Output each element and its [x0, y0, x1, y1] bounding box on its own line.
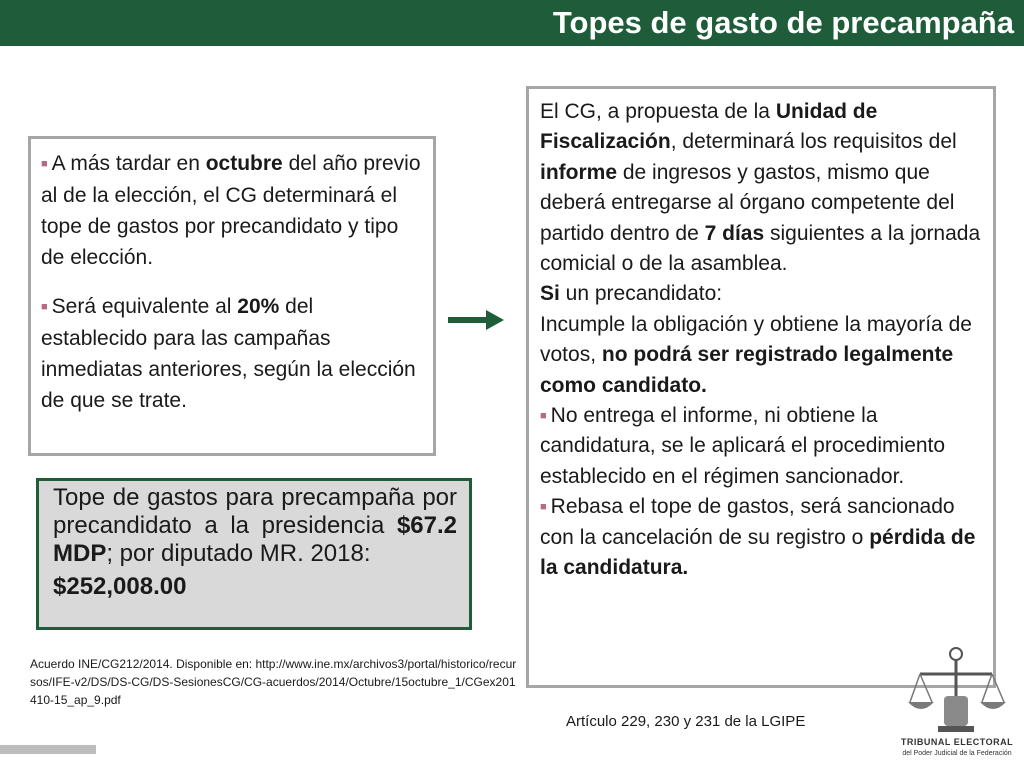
- left-text-box: [28, 136, 436, 456]
- spending-cap-text: Tope de gastos para precampaña por precandidato a la presidencia $67.2 MDP; por diputado MR. 2018:: [53, 484, 458, 567]
- left-paragraph-2: ■ Será equivalente al 20% del establecido para las campañas inmediatas anteriores, según la elección de que se trate.: [41, 295, 416, 412]
- right-paragraph-2: Si un precandidato:: [540, 282, 723, 306]
- square-bullet-icon: ■: [540, 410, 547, 423]
- square-bullet-icon: ■: [41, 158, 48, 170]
- right-paragraph-3: Incumple la obligación y obtiene la mayoría de votos, no podrá ser registrado legalmente como candidato.: [540, 312, 972, 397]
- right-bullet-2: ■ Rebasa el tope de gastos, será sancionado con la cancelación de su registro o pérdida de la candidatura.: [540, 495, 976, 580]
- left-paragraph-1: ■ A más tardar en octubre del año previo al de la elección, el CG determinará el tope de gastos por precandidato y tipo de elección.: [41, 152, 421, 269]
- right-arrow-icon: [448, 308, 504, 332]
- scales-logo-icon: [898, 640, 1016, 736]
- logo-line-1: TRIBUNAL ELECTORAL: [900, 737, 1014, 747]
- spending-cap-box: [36, 478, 472, 630]
- slide-title: Topes de gasto de precampaña: [552, 5, 1014, 40]
- source-citation: Acuerdo INE/CG212/2014. Disponible en: http://www.ine.mx/archivos3/portal/historico/recursos/IFE-v2/DS/DS-CG/DS-SesionesCG/CG-acuerdos/2014/Octubre/15octubre_1/CGex201410-15_ap_9.pdf: [30, 657, 517, 707]
- square-bullet-icon: ■: [540, 501, 547, 514]
- tribunal-logo: [898, 640, 1016, 764]
- footer-bar: [0, 745, 96, 754]
- right-bullet-1: ■ No entrega el informe, ni obtiene la candidatura, se le aplicará el procedimiento establecido en el régimen sancionador.: [540, 404, 946, 488]
- article-reference: Artículo 229, 230 y 231 de la LGIPE: [566, 713, 806, 730]
- right-paragraph-1: El CG, a propuesta de la Unidad de Fiscalización, determinará los requisitos del informe de ingresos y gastos, mismo que deberá entregarse al órgano competente del partido dentro de 7 días siguientes a la jornada comicial o de la asamblea.: [540, 100, 981, 276]
- right-text-box: [526, 86, 996, 688]
- logo-line-2: del Poder Judicial de la Federación: [902, 750, 1012, 757]
- spending-cap-amount: $252,008.00: [53, 573, 187, 600]
- square-bullet-icon: ■: [41, 301, 48, 313]
- title-bar: [0, 0, 1024, 46]
